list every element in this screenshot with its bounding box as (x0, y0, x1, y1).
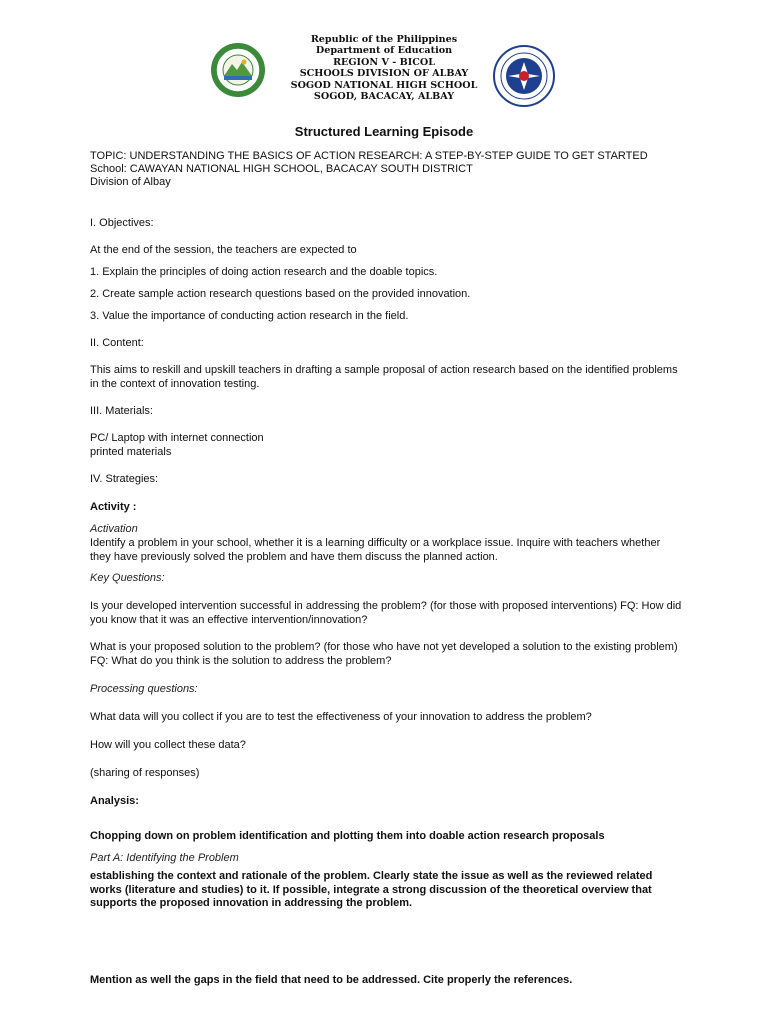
content-text: This aims to reskill and upskill teachers in drafting a sample proposal of action research based on the identified problems in the context of innovation testing. (90, 364, 678, 390)
activity-heading: Activity : (90, 501, 137, 513)
part-a-label: Part A: Identifying the Problem (90, 852, 239, 864)
division-line: Division of Albay (90, 176, 171, 188)
activation-text: Identify a problem in your school, whether it is a learning difficulty or a workplace issue. Inquire with teachers whether they have previously solved the problem and have them discuss the planned action. (90, 537, 661, 563)
key-questions-label: Key Questions: (90, 572, 165, 584)
objective-item: 1. Explain the principles of doing action research and the doable topics. (90, 266, 438, 278)
processing-label: Processing questions: (90, 683, 198, 695)
objective-item: 2. Create sample action research questions based on the provided innovation. (90, 288, 471, 300)
gaps-text: Mention as well the gaps in the field that need to be addressed. Cite properly the references. (90, 974, 573, 986)
key-question: What is your proposed solution to the problem? (for those who have not yet developed a solution to the existing problem) FQ: What do you think is the solution to address the problem? (90, 641, 678, 667)
letterhead-text (260, 34, 508, 102)
letterhead (0, 34, 768, 104)
header-line: Department of Education (315, 45, 453, 57)
deped-seal-icon (492, 44, 556, 108)
header-line: SOGOD NATIONAL HIGH SCHOOL (290, 79, 478, 91)
processing-question: How will you collect these data? (90, 739, 246, 751)
key-question: Is your developed intervention successful in addressing the problem? (for those with proposed interventions) FQ: How did you know that it was an effective intervention/innovation? (90, 600, 682, 626)
materials-heading: III. Materials: (90, 405, 153, 417)
strategies-heading: IV. Strategies: (90, 473, 159, 485)
header-line: SCHOOLS DIVISION OF ALBAY (299, 68, 469, 80)
objectives-heading: I. Objectives: (90, 217, 154, 229)
objectives-intro: At the end of the session, the teachers are expected to (90, 244, 357, 256)
part-a-text: establishing the context and rationale of the problem. Clearly state the issue as well as the reviewed related works (literature and studies) to it. If possible, integrate a strong discussion of the theoretical overview that supports the proposed innovation in addressing the problem. (90, 870, 653, 909)
topic-line: TOPIC: UNDERSTANDING THE BASICS OF ACTION RESEARCH: A STEP-BY-STEP GUIDE TO GET STARTED (90, 150, 648, 162)
material-item: printed materials (90, 446, 172, 458)
header-line: REGION V - BICOL (333, 56, 435, 68)
analysis-text: Chopping down on problem identification and plotting them into doable action research proposals (90, 830, 605, 842)
material-item: PC/ Laptop with internet connection (90, 432, 264, 444)
activation-label: Activation (90, 523, 138, 535)
page-title: Structured Learning Episode (294, 124, 474, 139)
content-heading: II. Content: (90, 337, 144, 349)
school-line: School: CAWAYAN NATIONAL HIGH SCHOOL, BACACAY SOUTH DISTRICT (90, 163, 473, 175)
header-line: SOGOD, BACACAY, ALBAY (313, 91, 455, 103)
processing-question: What data will you collect if you are to test the effectiveness of your innovation to address the problem? (90, 711, 592, 723)
header-line: Republic of the Philippines (310, 34, 458, 45)
analysis-heading: Analysis: (90, 795, 139, 807)
objective-item: 3. Value the importance of conducting action research in the field. (90, 310, 409, 322)
sharing-note: (sharing of responses) (90, 767, 200, 779)
